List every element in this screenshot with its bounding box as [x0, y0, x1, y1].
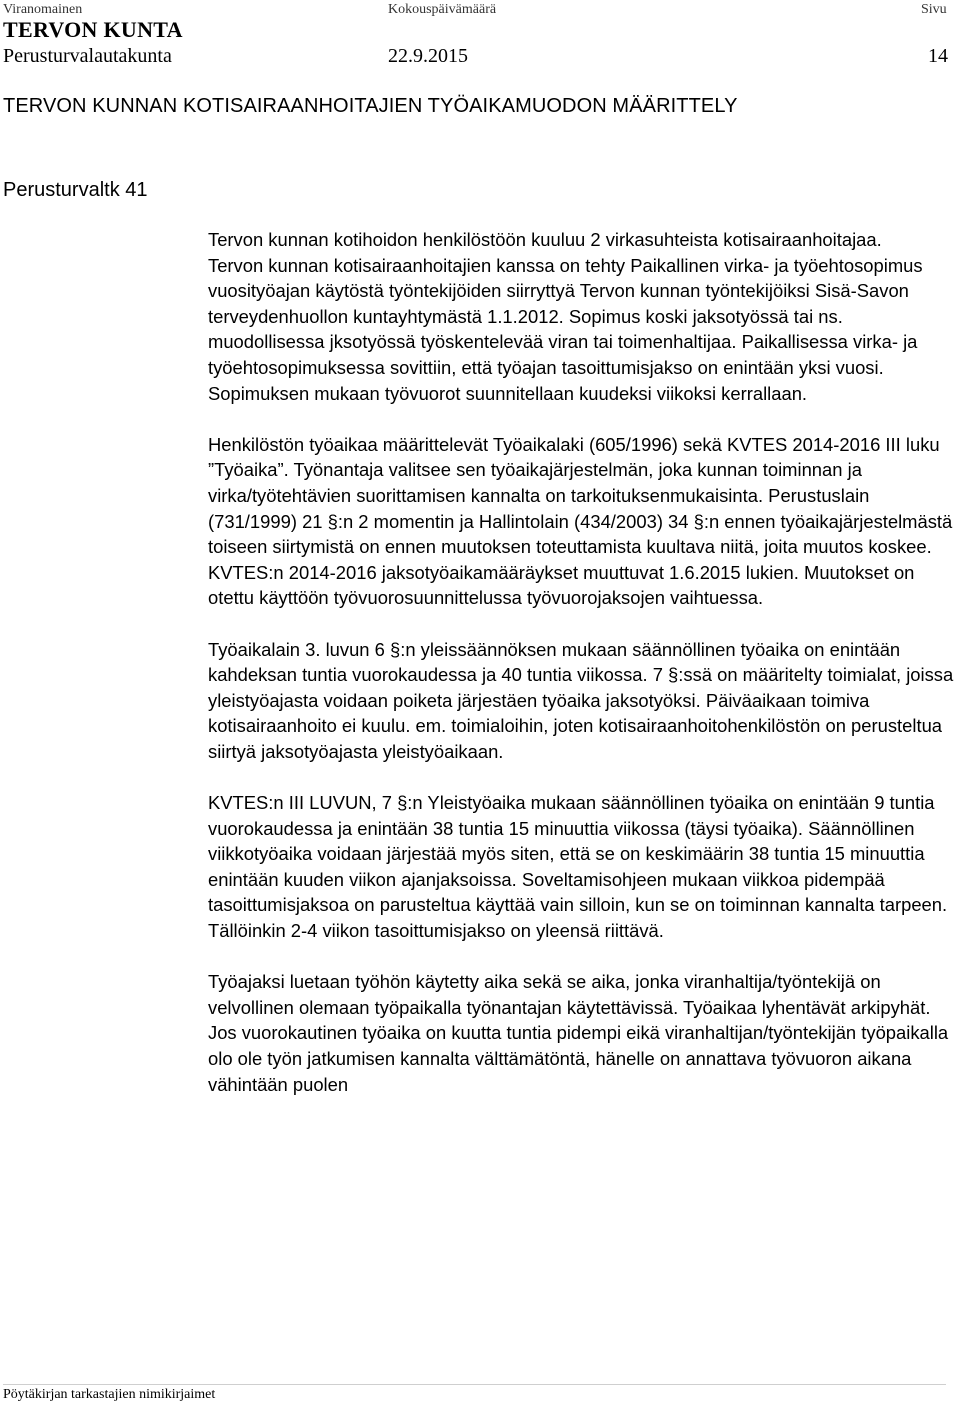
header-label-date: Kokouspäivämäärä: [388, 2, 497, 17]
header-board: Perusturvalautakunta: [3, 45, 172, 67]
paragraph-general-working-time: Työaikalain 3. luvun 6 §:n yleissäännöksen mukaan säännöllinen työaika on enintään kahdeksan tuntia vuorokaudessa ja 40 tuntia viikossa. 7 §:ssä on määritelty toimialat, joissa yleistyöajasta voidaan poiketa järjestäen työaika jaksotyöksi. Päiväaikaan toimiva kotisairaanhoito ei kuulu. em. toimialoihin, joten kotisairaanhoitohenkilöstön on perusteltua siirtyä jaksotyöajasta yleistyöaikaan.: [208, 638, 954, 762]
paragraph-local-agreement: Tervon kunnan kotisairaanhoitajien kanssa on tehty Paikallinen virka- ja työehtosopimus vuosityöajan käytöstä työntekijöiden siirryttyä Tervon kunnan työntekijöiksi Sisä-Savon terveydenhuollon kuntayhtymästä 1.1.2012. Sopimus koski jaksotyössä tai ns. muodollisessa jksotyössä työskentelevää viran tai toimenhaltijaa. Paikallisessa virka- ja työehtosopimuksessa sovittiin, että työajan tasoittumisjakso on enintään yksi vuosi. Sopimuksen mukaan työvuorot suunnitellaan kuudeksi viikoksi kerrallaan.: [208, 254, 923, 404]
document-title: TERVON KUNNAN KOTISAIRAANHOITAJIEN TYÖAIKAMUODON MÄÄRITTELY: [3, 95, 738, 117]
header-page-number: 14: [928, 45, 948, 67]
paragraph-kvtes-changes: KVTES:n 2014-2016 jaksotyöaikamääräykset muuttuvat 1.6.2015 lukien. Muutokset on otettu käyttöön työvuorosuunnittelussa työvuorojaksojen vaihtuessa.: [208, 561, 915, 609]
paragraph-kvtes-general-time: KVTES:n III LUVUN, 7 §:n Yleistyöaika mukaan säännöllinen työaika on enintään 9 tuntia vuorokaudessa ja enintään 38 tuntia 15 minuuttia viikossa (täysi työaika). Säännöllinen viikkotyöaika voidaan järjestää myös siten, että se on keskimäärin 38 tuntia 15 minuuttia enintään kuuden viikon ajanjaksoissa. Soveltamisohjeen mukaan viikkoa pidempää tasoittumisjaksoa on parusteltua käyttää vain silloin, kun se on toiminnan kannalta tarpeen. Tällöinkin 2-4 viikon tasoittumisjakso on yleensä riittävä.: [208, 792, 948, 942]
header-date: 22.9.2015: [388, 45, 468, 67]
footer-divider: [3, 1384, 946, 1385]
header-label-page: Sivu: [921, 2, 947, 17]
paragraph-breaks: Jos vuorokautinen työaika on kuutta tuntia pidempi eikä viranhaltijan/työntekijän työpaikalla olo ole työn jatkumisen kannalta välttämätöntä, hänelle on annattava työvuoron aikana vähintään puolen: [208, 1022, 949, 1095]
paragraph-working-hours-law: Henkilöstön työaikaa määrittelevät Työaikalaki (605/1996) sekä KVTES 2014-2016 III luku ”Työaika”. Työnantaja valitsee sen työaikajärjestelmän, joka kunnan toiminnan ja virka/työtehtävien suorittamisen kannalta on tarkoituksenmukaisinta. Perustuslain (731/1999) 21 §:n 2 momentin ja Hallintolain (434/2003) 34 §:n ennen työaikajärjestelmästä toiseen siirtymistä on ennen muutoksen toteuttamista kuultava niitä, joita muutos koskee.: [208, 433, 953, 558]
paragraph-intro: Tervon kunnan kotihoidon henkilöstöön kuuluu 2 virkasuhteista kotisairaanhoitajaa.: [208, 229, 882, 250]
header-label-official: Viranomainen: [3, 2, 83, 17]
section-reference: Perusturvaltk 41: [3, 179, 148, 201]
paragraph-working-time-definition: Työajaksi luetaan työhön käytetty aika sekä se aika, jonka viranhaltija/työntekijä on velvollinen olemaan työpaikalla työnantajan käytettävissä. Työaikaa lyhentävät arkipyhät.: [208, 971, 931, 1018]
header-organization: TERVON KUNTA: [3, 17, 183, 42]
document-body: [208, 227, 958, 1097]
footer-initials-label: Pöytäkirjan tarkastajien nimikirjaimet: [3, 1387, 216, 1402]
